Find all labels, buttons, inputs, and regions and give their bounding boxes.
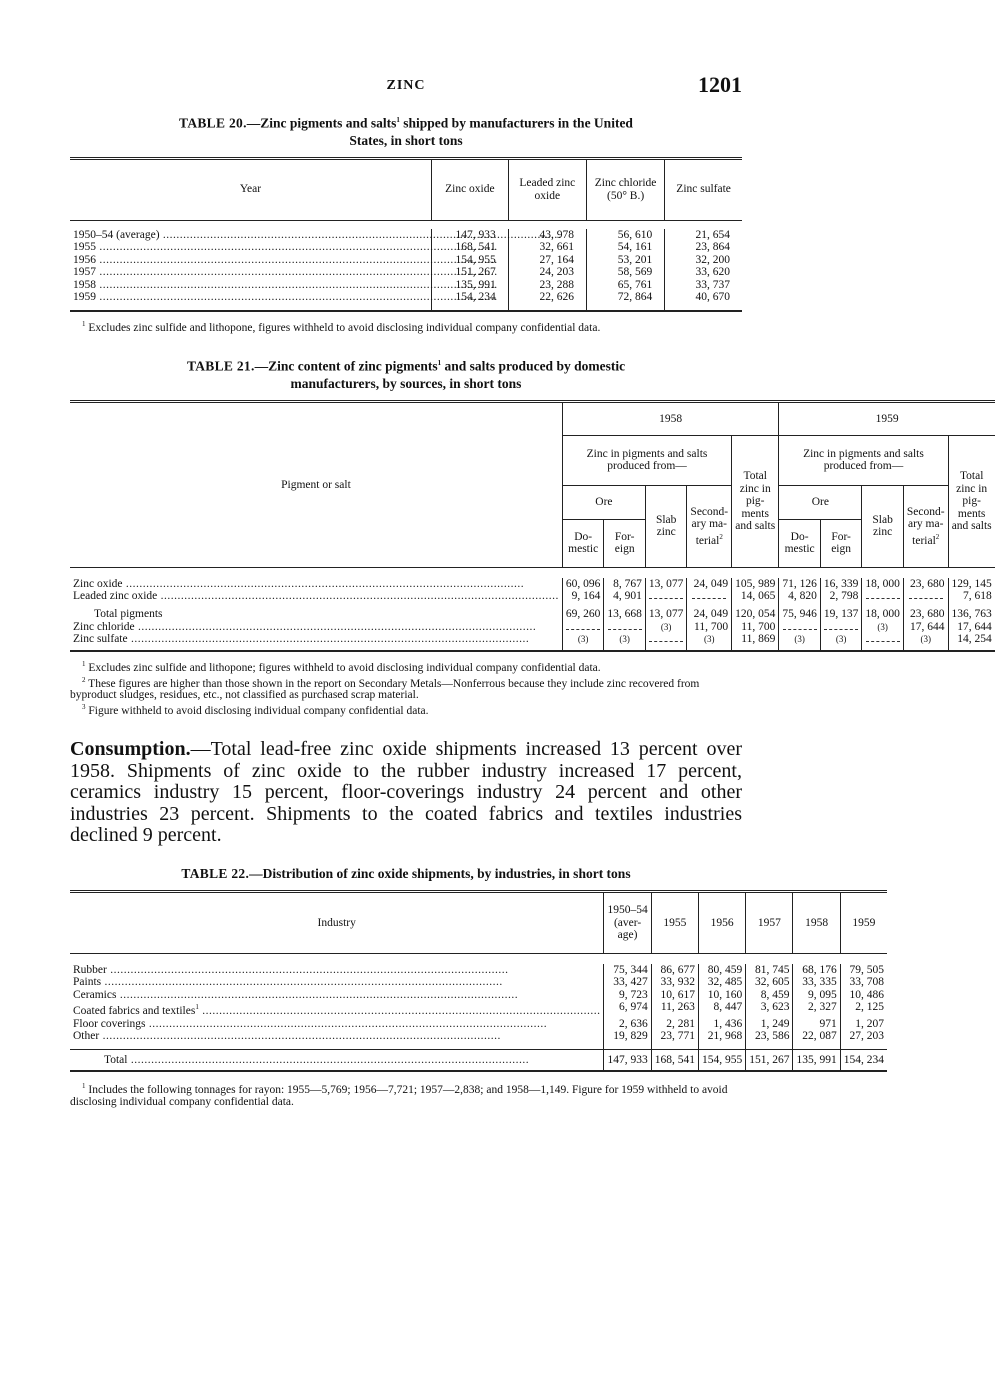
consumption-text: —Total lead-free zinc oxide shipments increased 13 percent over 1958. Shipments of zinc oxide to the rubber industry increased 17 percent, ceramics industry 15 percent, floor-coverings industry 24 percent and other industries 23 percent. Shipments to the coated fabrics and textiles industries declined 9 percent.	[70, 738, 742, 847]
table22-cell: 86, 677	[651, 964, 698, 977]
table21-cell	[562, 621, 604, 634]
table22-cell: 9, 095	[793, 989, 840, 1002]
table22-cell: 9, 723	[604, 989, 651, 1002]
table21-header-ore-1959: Ore	[779, 485, 862, 519]
table21-header-ore-1958: Ore	[562, 485, 645, 519]
table20-row	[70, 241, 742, 254]
table20-cell: 53, 201	[586, 254, 664, 267]
table22-cell: 68, 176	[793, 964, 840, 977]
table22-cell: 2, 636	[604, 1018, 651, 1031]
consumption-paragraph	[70, 739, 742, 847]
footnote-text: Excludes zinc sulfide and lithopone, figures withheld to avoid disclosing individual company confidential data.	[88, 321, 601, 334]
industry-name: Coated fabrics and textiles	[73, 1005, 196, 1018]
row-label	[70, 241, 432, 254]
table22-cell: 80, 459	[698, 964, 745, 977]
table22-row	[70, 1001, 887, 1017]
table21-title-a: —Zinc content of zinc pigments	[254, 358, 438, 374]
total-cell: 151, 267	[746, 1049, 793, 1071]
table20-cell: 23, 864	[665, 241, 742, 254]
table22-cell: 32, 485	[698, 976, 745, 989]
total-cell: 135, 991	[793, 1049, 840, 1071]
table22-cell: 11, 263	[651, 1001, 698, 1017]
table20-cell: 54, 161	[586, 241, 664, 254]
table21-cell	[645, 590, 687, 603]
table21-row	[70, 603, 995, 621]
page	[70, 72, 992, 1108]
pigment-name: Zinc chloride	[73, 620, 135, 633]
secondary-mark: 2	[935, 532, 940, 541]
footnote-mark: 2	[82, 675, 86, 684]
table21-header-pigment: Pigment or salt	[70, 401, 562, 567]
industry-name: Other	[73, 1030, 100, 1043]
pigment-name: Zinc sulfate	[73, 633, 128, 646]
table20-row	[70, 266, 742, 279]
dash-mark	[608, 622, 642, 630]
table21-cell: 75, 946	[779, 603, 821, 621]
table21-header-domestic-1959: Do- mestic	[779, 519, 821, 567]
table21-header-slab-1958: Slab zinc	[645, 485, 687, 567]
pigment-name: Leaded zinc oxide	[73, 590, 158, 603]
table22-cell: 2, 327	[793, 1001, 840, 1017]
table21-cell: 13, 077	[645, 578, 687, 591]
table21-header-produced-1959: Zinc in pigments and salts produced from—	[779, 435, 948, 485]
table22-cell: 971	[793, 1018, 840, 1031]
table21-cell: 11, 700	[732, 621, 779, 634]
table22-cell: 33, 427	[604, 976, 651, 989]
table20-cell: 32, 200	[665, 254, 742, 267]
table22-cell: 27, 203	[840, 1030, 887, 1043]
table22-label: TABLE 22.	[181, 865, 250, 881]
table22-footnote	[70, 1080, 742, 1108]
row-label	[70, 633, 562, 646]
row-label	[70, 291, 432, 304]
total-cell: 168, 541	[651, 1049, 698, 1071]
table21-cell: 18, 000	[862, 603, 904, 621]
footnote-text: Includes the following tonnages for rayon: 1955—5,769; 1956—7,721; 1957—2,838; and 1958—1,149. Figure for 1959 withheld to avoid disclosing individual company confidential data.	[70, 1083, 728, 1108]
table21-header-1958: 1958	[562, 401, 778, 435]
page-number: 1201	[698, 72, 742, 97]
table21-cell: 16, 339	[820, 578, 862, 591]
table22-header-1955: 1955	[651, 891, 698, 953]
table21-cell: 71, 126	[779, 578, 821, 591]
row-label	[70, 976, 604, 989]
table22-row	[70, 1030, 887, 1043]
dash-mark	[909, 591, 943, 599]
table21-cell: 69, 260	[562, 603, 604, 621]
table22-cell: 33, 932	[651, 976, 698, 989]
industry-name: Paints	[73, 976, 102, 989]
table21-cell: 24, 049	[687, 603, 732, 621]
table21-cell: 11, 700	[687, 621, 732, 634]
year-label: 1956	[73, 253, 96, 266]
table22-cell: 1, 436	[698, 1018, 745, 1031]
footnote-mark: 1	[82, 319, 86, 328]
dash-mark	[824, 622, 858, 630]
pigment-name: Zinc oxide	[73, 577, 123, 590]
table20-cell: 154, 955	[432, 254, 509, 267]
table20-cell: 23, 288	[508, 279, 586, 292]
table22-cell: 23, 586	[746, 1030, 793, 1043]
table22-cell: 81, 745	[746, 964, 793, 977]
table21-cell: 105, 989	[732, 578, 779, 591]
year-label: 1955	[73, 241, 96, 253]
table21-cell: 9, 164	[562, 590, 604, 603]
table20-row	[70, 291, 742, 304]
table20-cell: 151, 267	[432, 266, 509, 279]
table21-title-b: and salts produced by domestic	[441, 358, 626, 374]
footnote-mark: 3	[82, 703, 86, 712]
table21-cell: 120, 054	[732, 603, 779, 621]
table21-cell: (3)	[604, 633, 646, 646]
row-label	[70, 1018, 604, 1031]
table21-row	[70, 578, 995, 591]
table22-row	[70, 976, 887, 989]
table22-cell: 3, 623	[746, 1001, 793, 1017]
table21-cell: 129, 145	[948, 578, 995, 591]
table21-cell: 4, 820	[779, 590, 821, 603]
footnote-mark: 1	[82, 1082, 86, 1091]
table21-cell: 136, 763	[948, 603, 995, 621]
table21-header-foreign-1959: For- eign	[820, 519, 862, 567]
table21-row	[70, 621, 995, 634]
table21-header-1959: 1959	[779, 401, 995, 435]
table20-cell: 32, 661	[508, 241, 586, 254]
table20-header-sulfate: Zinc sulfate	[665, 158, 742, 220]
table21-cell: (3)	[645, 621, 687, 634]
table20	[70, 157, 742, 312]
footnote-text: Figure withheld to avoid disclosing individual company confidential data.	[88, 705, 429, 718]
running-title: ZINC	[386, 78, 426, 93]
table21-cell: (3)	[903, 633, 948, 646]
table22-cell: 32, 605	[746, 976, 793, 989]
table21-cell: 24, 049	[687, 578, 732, 591]
table21-header-total-1959: Total zinc in pig- ments and salts	[948, 435, 995, 567]
table22-header-1958: 1958	[793, 891, 840, 953]
table20-header-zinc-oxide: Zinc oxide	[432, 158, 509, 220]
table22-row	[70, 964, 887, 977]
table20-cell: 58, 569	[586, 266, 664, 279]
table21-cell: 13, 668	[604, 603, 646, 621]
table21-cell: (3)	[687, 633, 732, 646]
dash-mark	[566, 622, 600, 630]
table21-cell: 2, 798	[820, 590, 862, 603]
consumption-heading: Consumption.	[70, 738, 191, 761]
table20-row	[70, 229, 742, 242]
table22-cell: 8, 447	[698, 1001, 745, 1017]
table21-cell: 8, 767	[604, 578, 646, 591]
table20-cell: 24, 203	[508, 266, 586, 279]
secondary-label: Second- ary ma- terial	[906, 505, 945, 547]
table22-cell: 2, 125	[840, 1001, 887, 1017]
table22-cell: 2, 281	[651, 1018, 698, 1031]
table21-cell: 4, 901	[604, 590, 646, 603]
table21-header-slab-1959: Slab zinc	[862, 485, 904, 567]
table20-cell: 147, 933	[432, 229, 509, 242]
table21-cell	[604, 621, 646, 634]
table20-cell: 154, 234	[432, 291, 509, 304]
total-name: Total	[104, 1053, 128, 1066]
table22-cell: 1, 249	[746, 1018, 793, 1031]
table20-caption	[70, 112, 742, 149]
row-label	[70, 1001, 604, 1017]
row-label	[70, 266, 432, 279]
table21-cell	[862, 633, 904, 646]
table20-cell: 43, 978	[508, 229, 586, 242]
table21-row	[70, 590, 995, 603]
table22-header-1959: 1959	[840, 891, 887, 953]
table22-cell: 22, 087	[793, 1030, 840, 1043]
table21-cell: 17, 644	[903, 621, 948, 634]
row-label	[70, 603, 562, 621]
table21	[70, 400, 995, 652]
table20-cell: 65, 761	[586, 279, 664, 292]
table21-cell: 13, 077	[645, 603, 687, 621]
table21-header-domestic-1958: Do- mestic	[562, 519, 604, 567]
table21-cell: 60, 096	[562, 578, 604, 591]
table22-cell: 23, 771	[651, 1030, 698, 1043]
table20-cell: 40, 670	[665, 291, 742, 304]
table21-header-produced-1958: Zinc in pigments and salts produced from—	[562, 435, 731, 485]
table20-cell: 33, 737	[665, 279, 742, 292]
table22-title: —Distribution of zinc oxide shipments, by industries, in short tons	[249, 865, 631, 881]
table20-title-mark: 1	[396, 116, 400, 124]
row-label	[70, 254, 432, 267]
table22-header-1956: 1956	[698, 891, 745, 953]
row-label	[70, 578, 562, 591]
table20-header-leaded: Leaded zinc oxide	[508, 158, 586, 220]
dash-mark	[649, 634, 683, 642]
table22	[70, 890, 887, 1072]
table21-cell: 17, 644	[948, 621, 995, 634]
table21-header-total-1958: Total zinc in pig- ments and salts	[732, 435, 779, 567]
table21-cell: (3)	[562, 633, 604, 646]
table22-cell: 21, 968	[698, 1030, 745, 1043]
table21-cell	[779, 621, 821, 634]
table20-cell: 22, 626	[508, 291, 586, 304]
year-label: 1957	[73, 266, 96, 278]
dash-mark	[866, 634, 900, 642]
table20-title-a: —Zinc pigments and salts	[246, 115, 397, 131]
table22-cell: 33, 335	[793, 976, 840, 989]
table21-cell: 14, 254	[948, 633, 995, 646]
dash-mark	[649, 591, 683, 599]
table21-cell	[903, 590, 948, 603]
table21-row	[70, 633, 995, 646]
table21-cell	[687, 590, 732, 603]
table22-header-industry: Industry	[70, 891, 604, 953]
footnote-mark: 1	[82, 659, 86, 668]
table22-cell: 79, 505	[840, 964, 887, 977]
year-label: 1958	[73, 278, 96, 291]
table20-row	[70, 254, 742, 267]
dash-mark	[692, 591, 726, 599]
table21-cell	[820, 621, 862, 634]
table21-cell	[862, 590, 904, 603]
table22-total-row	[70, 1049, 887, 1071]
table20-footnote	[70, 318, 742, 334]
row-label	[70, 590, 562, 603]
table21-cell: (3)	[862, 621, 904, 634]
table22-cell: 10, 486	[840, 989, 887, 1002]
secondary-mark: 2	[719, 532, 723, 541]
table20-cell: 135, 991	[432, 279, 509, 292]
table21-caption	[70, 355, 742, 392]
table22-cell: 8, 459	[746, 989, 793, 1002]
footnote-mark: 1	[195, 1003, 199, 1012]
table22-cell: 10, 617	[651, 989, 698, 1002]
table20-label: TABLE 20.	[179, 115, 247, 131]
table21-cell: 11, 869	[732, 633, 779, 646]
table21-footnotes	[70, 658, 742, 717]
table22-cell: 75, 344	[604, 964, 651, 977]
table21-header-secondary-1959	[903, 485, 948, 567]
table21-title-mark: 1	[437, 359, 442, 368]
table22-cell: 19, 829	[604, 1030, 651, 1043]
table22-cell: 10, 160	[698, 989, 745, 1002]
footnote-text: Excludes zinc sulfide and lithopone; figures withheld to avoid disclosing individual company confidential data.	[88, 661, 601, 674]
table22-caption	[70, 865, 742, 882]
table20-cell: 33, 620	[665, 266, 742, 279]
secondary-label: Second- ary ma- terial	[690, 505, 729, 547]
table20-cell: 168, 541	[432, 241, 509, 254]
table21-cell: 18, 000	[862, 578, 904, 591]
dash-mark	[783, 622, 817, 630]
table20-cell: 21, 654	[665, 229, 742, 242]
total-cell: 147, 933	[604, 1049, 651, 1071]
table20-cell: 56, 610	[586, 229, 664, 242]
row-label	[70, 621, 562, 634]
dash-mark	[866, 591, 900, 599]
table21-header-secondary-1958	[687, 485, 732, 567]
year-label: 1959	[73, 291, 96, 303]
table20-row	[70, 279, 742, 292]
industry-name: Ceramics	[73, 988, 117, 1001]
table21-label: TABLE 21.	[186, 358, 255, 374]
table21-cell: 19, 137	[820, 603, 862, 621]
industry-name: Rubber	[73, 963, 107, 976]
table20-header-chloride: Zinc chloride (50° B.)	[586, 158, 664, 220]
table22-cell: 6, 974	[604, 1001, 651, 1017]
row-label	[70, 279, 432, 292]
table21-cell: (3)	[820, 633, 862, 646]
total-cell: 154, 955	[698, 1049, 745, 1071]
table21-cell: (3)	[779, 633, 821, 646]
table21-cell: 7, 618	[948, 590, 995, 603]
year-label: 1950–54 (average)	[73, 228, 160, 241]
row-label	[70, 989, 604, 1002]
table22-header-1957: 1957	[746, 891, 793, 953]
total-cell: 154, 234	[840, 1049, 887, 1071]
pigment-name: Total pigments	[94, 608, 163, 621]
row-label	[70, 1030, 604, 1043]
total-label	[70, 1049, 604, 1071]
table20-header-year: Year	[70, 158, 432, 220]
table22-cell: 33, 708	[840, 976, 887, 989]
table21-cell: 14, 065	[732, 590, 779, 603]
row-label	[70, 964, 604, 977]
table20-cell: 72, 864	[586, 291, 664, 304]
table21-cell	[645, 633, 687, 646]
industry-name: Floor coverings	[73, 1017, 146, 1030]
table20-title-b: shipped by manufacturers in the United	[399, 115, 633, 131]
table22-header-avg: 1950–54 (aver- age)	[604, 891, 651, 953]
table21-cell: 23, 680	[903, 578, 948, 591]
footnote-text: These figures are higher than those shown in the report on Secondary Metals—Nonferrous because they include zinc recovered from byproduct sludges, residues, etc., not classified as purchased scrap material.	[70, 677, 700, 702]
table21-title-c: manufacturers, by sources, in short tons	[290, 375, 522, 391]
table21-header-foreign-1958: For- eign	[604, 519, 646, 567]
running-head	[70, 72, 742, 102]
table21-cell: 23, 680	[903, 603, 948, 621]
table20-title-c: States, in short tons	[349, 132, 463, 148]
table22-row	[70, 1018, 887, 1031]
table20-cell: 27, 164	[508, 254, 586, 267]
table22-cell: 1, 207	[840, 1018, 887, 1031]
table22-row	[70, 989, 887, 1002]
row-label	[70, 229, 432, 242]
